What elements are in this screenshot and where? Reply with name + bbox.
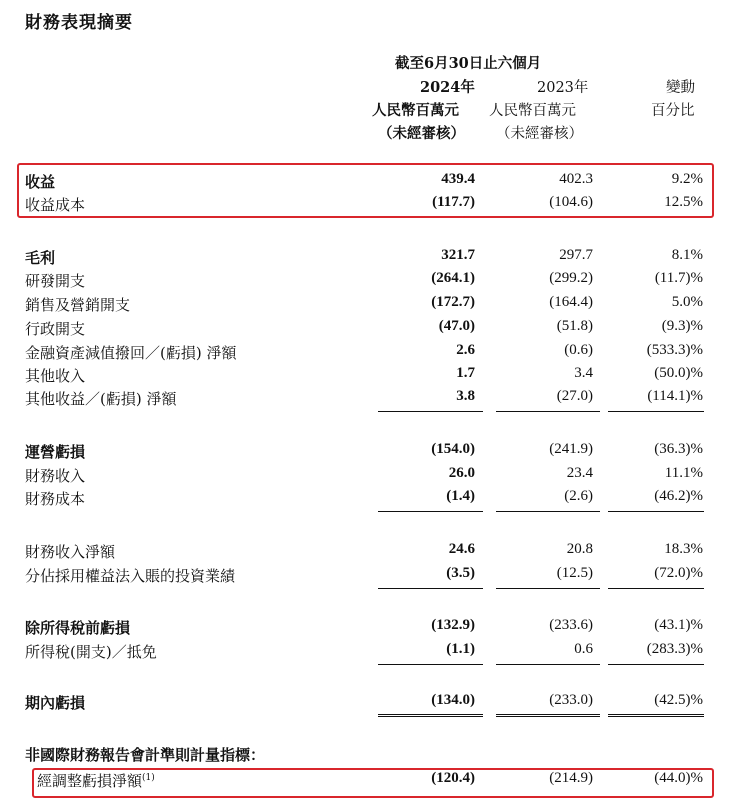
- subtotal-rule: [608, 511, 704, 512]
- table-row: [25, 641, 715, 664]
- row-label: 金融資產減值撥回／(虧損) 淨額: [25, 344, 237, 362]
- value-2023: (241.9): [549, 441, 593, 457]
- table-row: [25, 388, 715, 411]
- value-2024: (132.9): [431, 617, 475, 633]
- value-change: (114.1)%: [647, 388, 703, 404]
- total-double-rule: [608, 714, 704, 717]
- col-2023-unit: 人民幣百萬元: [489, 103, 576, 119]
- row-label: 行政開支: [25, 320, 86, 338]
- row-label: 分佔採用權益法入賬的投資業績: [25, 567, 236, 585]
- row-label: 毛利: [25, 249, 56, 267]
- value-2024: 26.0: [448, 465, 475, 481]
- table-row: [25, 247, 715, 270]
- table-row: [25, 541, 715, 564]
- value-change: (533.3)%: [646, 342, 703, 358]
- value-2023: 297.7: [559, 247, 593, 263]
- row-label: 運營虧損: [25, 443, 86, 461]
- value-change: (9.3)%: [661, 318, 703, 334]
- row-label: 其他收益／(虧損) 淨額: [25, 390, 177, 408]
- row-label: 收益成本: [25, 196, 86, 214]
- value-2023: (214.9): [549, 770, 593, 786]
- subtotal-rule: [496, 511, 600, 512]
- highlight-box-revenue: [17, 163, 714, 218]
- value-2024: (172.7): [431, 294, 475, 310]
- value-2024: 439.4: [441, 171, 475, 187]
- table-row: [25, 692, 715, 715]
- row-label: 財務收入: [25, 467, 86, 485]
- subtotal-rule: [608, 664, 704, 665]
- row-label: 銷售及營銷開支: [25, 296, 131, 314]
- value-change: (283.3)%: [646, 641, 703, 657]
- value-change: (72.0)%: [654, 565, 703, 581]
- total-double-rule: [378, 714, 483, 717]
- value-2024: (264.1): [431, 270, 475, 286]
- value-2024: 321.7: [441, 247, 475, 263]
- value-2023: (299.2): [549, 270, 593, 286]
- value-2023: (27.0): [556, 388, 593, 404]
- value-2023: (233.0): [549, 692, 593, 708]
- row-label: 財務收入淨額: [25, 543, 116, 561]
- value-change: 9.2%: [671, 171, 703, 187]
- value-2024: (1.1): [446, 641, 475, 657]
- highlight-box-adjusted-loss: [32, 768, 714, 798]
- subtotal-rule: [496, 664, 600, 665]
- value-2023: (12.5): [556, 565, 593, 581]
- col-2023-year: 2023年: [537, 80, 589, 96]
- subtotal-rule: [496, 411, 600, 412]
- row-label: 收益: [25, 173, 56, 191]
- value-2023: 20.8: [566, 541, 593, 557]
- value-2023: 3.4: [574, 365, 593, 381]
- value-2023: (233.6): [549, 617, 593, 633]
- table-row: [25, 465, 715, 488]
- value-2023: 0.6: [574, 641, 593, 657]
- subtotal-rule: [608, 411, 704, 412]
- row-label: 期內虧損: [25, 694, 86, 712]
- table-row: [25, 318, 715, 341]
- row-label: 其他收入: [25, 367, 86, 385]
- col-change-label: 變動: [666, 80, 695, 96]
- value-change: 8.1%: [671, 247, 703, 263]
- footnote-marker: (1): [142, 773, 155, 783]
- subtotal-rule: [496, 588, 600, 589]
- value-change: (44.0)%: [654, 770, 703, 786]
- value-2024: (134.0): [431, 692, 475, 708]
- subtotal-rule: [378, 588, 483, 589]
- total-double-rule: [496, 714, 600, 717]
- table-row: [25, 565, 715, 588]
- value-2023: (2.6): [564, 488, 593, 504]
- page-title: 財務表現摘要: [25, 13, 133, 33]
- value-2023: 23.4: [566, 465, 593, 481]
- value-2024: (1.4): [446, 488, 475, 504]
- row-label: 研發開支: [25, 272, 86, 290]
- subtotal-rule: [608, 588, 704, 589]
- subtotal-rule: [378, 664, 483, 665]
- value-2024: (154.0): [431, 441, 475, 457]
- col-change-unit: 百分比: [651, 103, 695, 119]
- table-row: [25, 617, 715, 640]
- value-2024: 24.6: [448, 541, 475, 557]
- value-change: (46.2)%: [654, 488, 703, 504]
- table-row: [25, 488, 715, 511]
- value-2023: (164.4): [549, 294, 593, 310]
- value-2023: (104.6): [549, 194, 593, 210]
- subtotal-rule: [378, 411, 483, 412]
- table-row: [25, 294, 715, 317]
- col-2024-audit: （未經審核）: [378, 125, 465, 142]
- value-2024: (3.5): [446, 565, 475, 581]
- value-change: 11.1%: [664, 465, 703, 481]
- row-label: 除所得稅前虧損: [25, 619, 131, 637]
- value-2024: (47.0): [438, 318, 475, 334]
- nonifrs-heading: 非國際財務報告會計準則計量指標：: [25, 746, 266, 764]
- value-2024: (117.7): [432, 194, 475, 210]
- value-change: 5.0%: [671, 294, 703, 310]
- value-change: (43.1)%: [654, 617, 703, 633]
- value-2024: 2.6: [456, 342, 475, 358]
- col-2024-unit: 人民幣百萬元: [372, 102, 459, 119]
- table-row: [25, 270, 715, 293]
- col-2023-audit: （未經審核）: [496, 126, 583, 142]
- value-2023: 402.3: [559, 171, 593, 187]
- value-2024: 3.8: [456, 388, 475, 404]
- table-row: [25, 365, 715, 388]
- col-2024-year: 2024年: [420, 79, 475, 96]
- value-change: 18.3%: [664, 541, 703, 557]
- period-header: 截至6月30日止六個月: [395, 55, 542, 72]
- value-2023: (0.6): [564, 342, 593, 358]
- value-change: (36.3)%: [654, 441, 703, 457]
- row-label: 所得稅(開支)／抵免: [25, 643, 157, 661]
- adjusted-net-loss-label: 經調整虧損淨額: [37, 772, 143, 790]
- value-change: (11.7)%: [654, 270, 703, 286]
- value-change: (50.0)%: [654, 365, 703, 381]
- row-label: 財務成本: [25, 490, 86, 508]
- value-2024: (120.4): [431, 770, 475, 786]
- subtotal-rule: [378, 511, 483, 512]
- table-row: [25, 441, 715, 464]
- value-change: 12.5%: [664, 194, 703, 210]
- table-row: [25, 342, 715, 365]
- value-change: (42.5)%: [654, 692, 703, 708]
- value-2024: 1.7: [456, 365, 475, 381]
- value-2023: (51.8): [556, 318, 593, 334]
